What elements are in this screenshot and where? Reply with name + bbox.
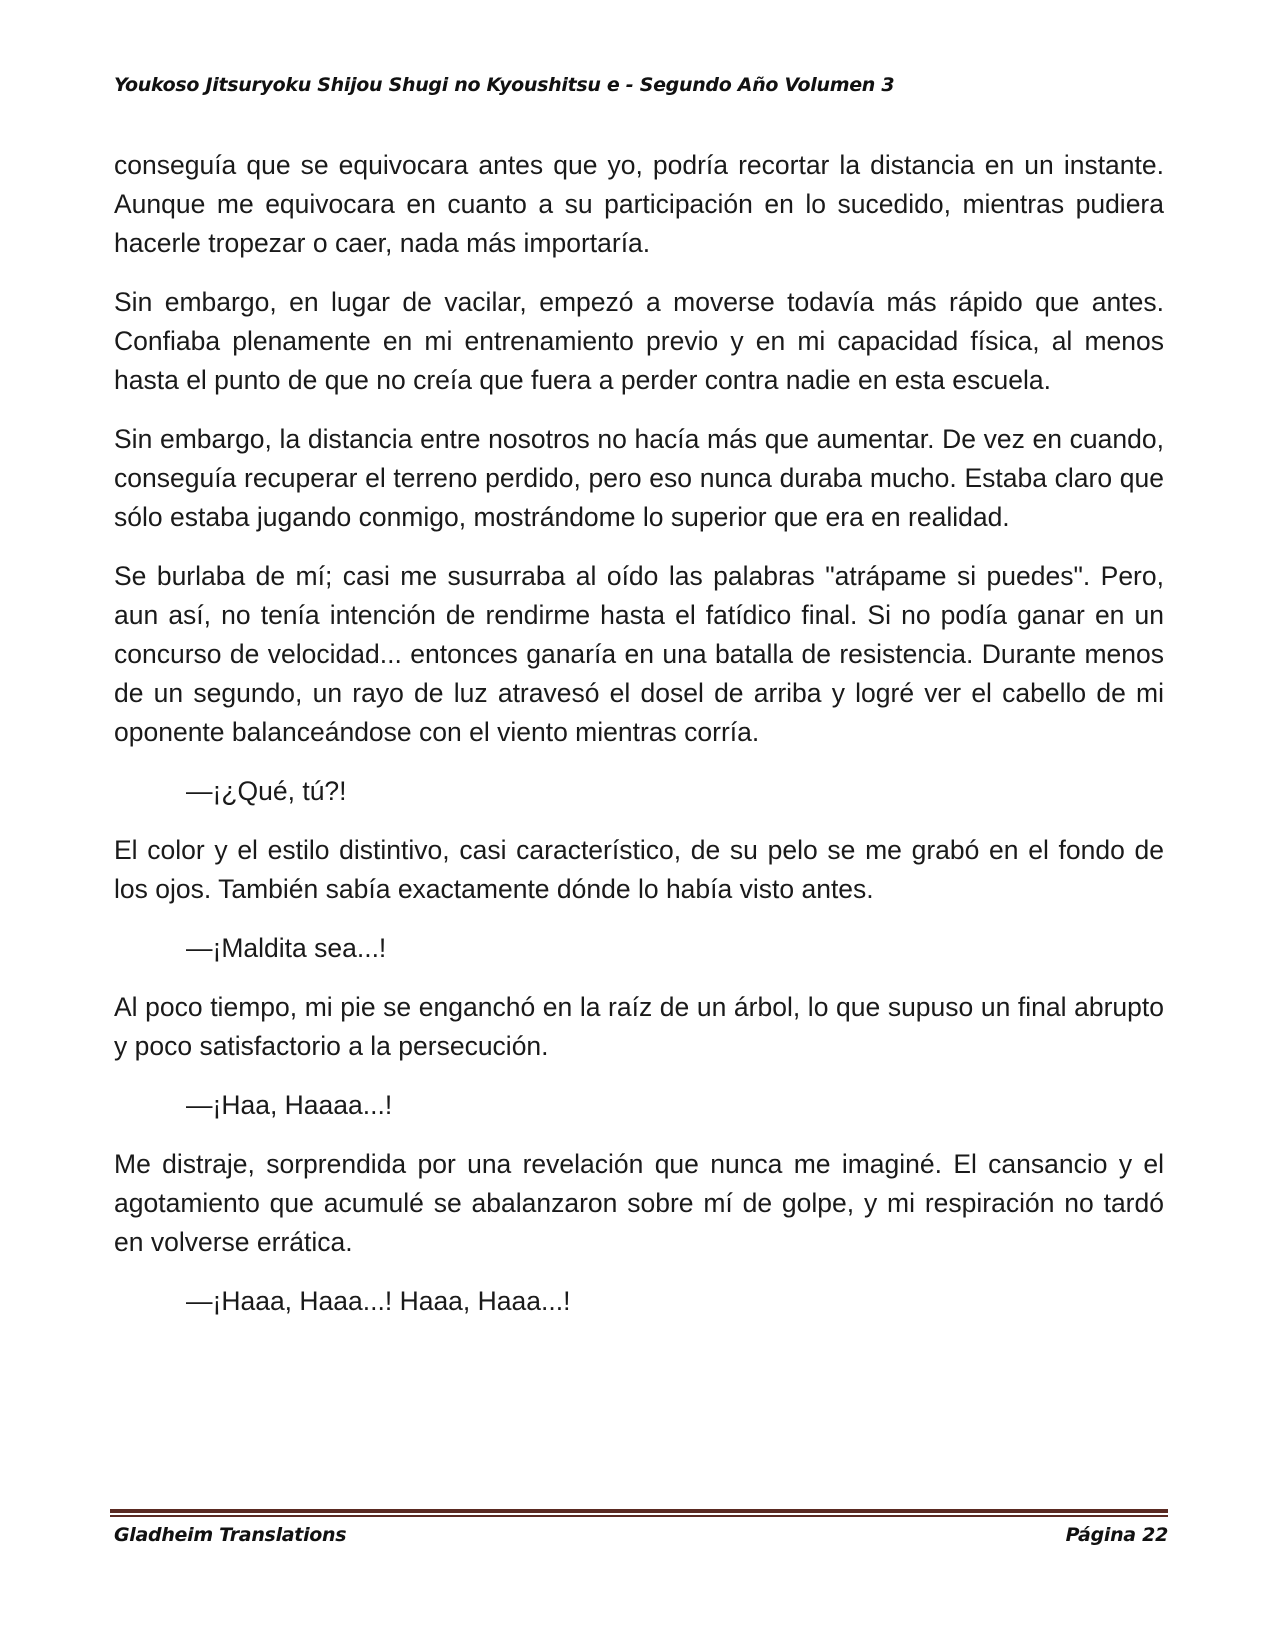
running-header: Youkoso Jitsuryoku Shijou Shugi no Kyoushitsu e - Segundo Año Volumen 3 (114, 74, 895, 96)
paragraph: Se burlaba de mí; casi me susurraba al oído las palabras "atrápame si puedes". Pero, aun así, no tenía intención de rendirme hasta el fatídico final. Si no podía ganar en un concurso de velocidad... entonces ganaría en una batalla de resistencia. Durante menos de un segundo, un rayo de luz atravesó el dosel de arriba y logré ver el cabello de mi oponente balanceándose con el viento mientras corría. (114, 561, 1164, 747)
paragraph: Me distraje, sorprendida por una revelación que nunca me imaginé. El cansancio y el agotamiento que acumulé se abalanzaron sobre mí de golpe, y mi respiración no tardó en volverse errática. (114, 1149, 1164, 1257)
paragraph: Sin embargo, la distancia entre nosotros no hacía más que aumentar. De vez en cuando, conseguía recuperar el terreno perdido, pero eso nunca duraba mucho. Estaba claro que sólo estaba jugando conmigo, mostrándome lo superior que era en realidad. (114, 424, 1164, 532)
paragraph: Sin embargo, en lugar de vacilar, empezó a moverse todavía más rápido que antes. Confiaba plenamente en mi entrenamiento previo y en mi capacidad física, al menos hasta el punto de que no creía que fuera a perder contra nadie en esta escuela. (114, 287, 1164, 395)
page-body (114, 146, 1164, 1341)
page-number: Página 22 (1065, 1524, 1168, 1546)
paragraph: El color y el estilo distintivo, casi característico, de su pelo se me grabó en el fondo de los ojos. También sabía exactamente dónde lo había visto antes. (114, 835, 1164, 904)
dialogue-line: —¡¿Qué, tú?! (186, 776, 347, 806)
paragraph: Al poco tiempo, mi pie se enganchó en la raíz de un árbol, lo que supuso un final abrupto y poco satisfactorio a la persecución. (114, 992, 1164, 1061)
dialogue-line: —¡Maldita sea...! (186, 933, 387, 963)
dialogue-line: —¡Haaa, Haaa...! Haaa, Haaa...! (186, 1286, 571, 1316)
dialogue-line: —¡Haa, Haaaa...! (186, 1090, 393, 1120)
paragraph: conseguía que se equivocara antes que yo, podría recortar la distancia en un instante. Aunque me equivocara en cuanto a su participación en lo sucedido, mientras pudiera hacerle tropezar o caer, nada más importaría. (114, 150, 1164, 258)
footer-divider (110, 1509, 1168, 1517)
footer-divider-thick-line (110, 1509, 1168, 1513)
footer-divider-thin-line (110, 1515, 1168, 1517)
footer-credit: Gladheim Translations (114, 1524, 347, 1546)
